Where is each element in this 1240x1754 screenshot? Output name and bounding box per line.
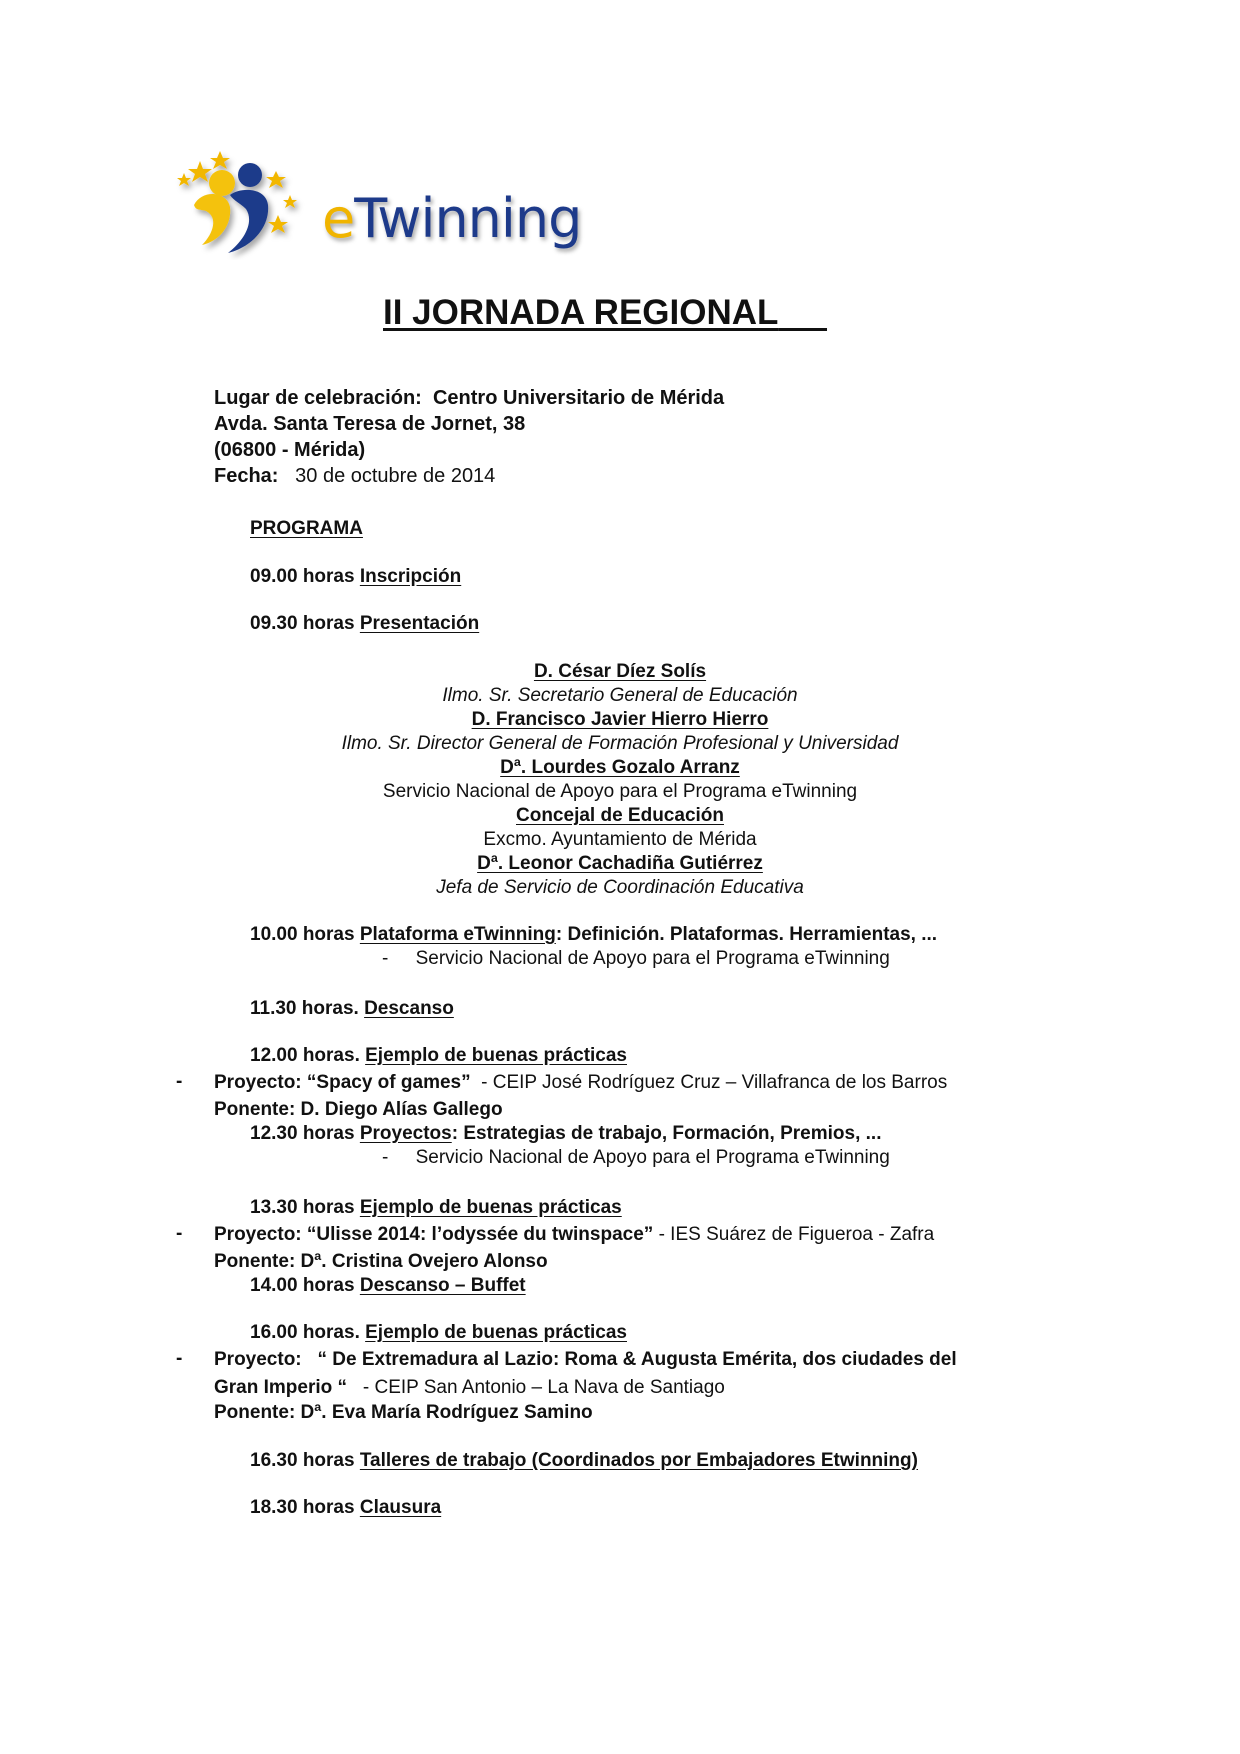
project-title: “Ulisse 2014: l’odyssée du twinspace”: [306, 1224, 654, 1245]
item-label: Clausura: [359, 1497, 442, 1518]
item-label: Proyectos: [359, 1123, 452, 1144]
venue-address: Avda. Santa Teresa de Jornet, 38: [214, 413, 526, 435]
speaker-name: Concejal de Educación: [516, 805, 724, 826]
speaker-role: Jefa de Servicio de Coordinación Educativa: [436, 877, 804, 898]
venue-place-value: Centro Universitario de Mérida: [432, 387, 725, 409]
project-rest: - IES Suárez de Figueroa - Zafra: [658, 1224, 935, 1245]
item-1000-sub: [382, 948, 890, 970]
item-time: 16.30 horas: [250, 1450, 355, 1471]
project-rest: - CEIP José Rodríguez Cruz – Villafranca de los Barros: [481, 1072, 948, 1093]
item-0930: [250, 613, 479, 635]
item-1130: [250, 998, 454, 1020]
item-label: Descanso: [364, 998, 454, 1019]
speaker-name: D. César Díez Solís: [533, 661, 707, 682]
bullet-dash: -: [176, 1223, 183, 1244]
item-1400: [250, 1275, 526, 1297]
venue-postal: (06800 - Mérida): [214, 439, 366, 461]
item-label: Ejemplo de buenas prácticas: [365, 1045, 627, 1066]
project-title-cont: Gran Imperio “: [214, 1377, 348, 1398]
etwinning-star-figures-icon: [172, 145, 312, 260]
project-label: Proyecto:: [214, 1349, 302, 1370]
dash: -: [382, 1147, 389, 1168]
project-label: Proyecto:: [214, 1072, 302, 1093]
project-speaker: Ponente: D. Diego Alías Gallego: [214, 1099, 503, 1120]
project-speaker: Ponente: Dª. Eva María Rodríguez Samino: [214, 1402, 593, 1423]
project-line: [214, 1224, 934, 1246]
item-label: Ejemplo de buenas prácticas: [359, 1197, 622, 1218]
item-1630: [250, 1450, 918, 1472]
item-1830: [250, 1497, 441, 1519]
item-1330: [250, 1197, 622, 1219]
item-label: Talleres de trabajo (Coordinados por Embajadores Etwinning): [359, 1450, 918, 1471]
item-rest: : Definición. Plataformas. Herramientas, ...: [555, 924, 938, 945]
venue-place: [214, 387, 724, 410]
item-0900: [250, 566, 461, 588]
logo-e-letter: e: [322, 187, 355, 250]
speaker-role: Excmo. Ayuntamiento de Mérida: [483, 829, 757, 850]
project-title: “ De Extremadura al Lazio: Roma & Augusta Emérita, dos ciudades del: [317, 1349, 957, 1370]
venue-date: [214, 465, 495, 488]
item-time: 18.30 horas: [250, 1497, 355, 1518]
item-time: 12.00 horas.: [250, 1045, 360, 1066]
item-rest: : Estrategias de trabajo, Formación, Premios, ...: [451, 1123, 882, 1144]
item-time: 12.30 horas: [250, 1123, 355, 1144]
project-line: [214, 1349, 957, 1371]
item-1600: [250, 1322, 627, 1344]
sub-text: Servicio Nacional de Apoyo para el Programa eTwinning: [415, 948, 890, 969]
project-rest: - CEIP San Antonio – La Nava de Santiago: [362, 1377, 725, 1398]
page-title: II JORNADA REGIONAL: [383, 293, 779, 332]
project-line-2: [214, 1377, 725, 1399]
item-time: 14.00 horas: [250, 1275, 355, 1296]
item-label: Plataforma eTwinning: [359, 924, 556, 945]
item-label: Descanso – Buffet: [359, 1275, 526, 1296]
project-label: Proyecto:: [214, 1224, 302, 1245]
speaker-role: Ilmo. Sr. Director General de Formación Profesional y Universidad: [341, 733, 899, 754]
item-time: 10.00 horas: [250, 924, 355, 945]
project-line: [214, 1072, 947, 1094]
date-value: 30 de octubre de 2014: [295, 465, 496, 487]
item-time: 16.00 horas.: [250, 1322, 360, 1343]
speaker-name: Dª. Lourdes Gozalo Arranz: [500, 757, 740, 778]
logo-rest: Twinning: [354, 187, 582, 250]
sub-text: Servicio Nacional de Apoyo para el Programa eTwinning: [415, 1147, 890, 1168]
date-label: Fecha:: [214, 465, 279, 487]
speaker-name: Dª. Leonor Cachadiña Gutiérrez: [477, 853, 763, 874]
bullet-dash: -: [176, 1071, 183, 1092]
program-heading: PROGRAMA: [250, 518, 363, 539]
item-1230: [250, 1123, 881, 1145]
item-time: 11.30 horas.: [250, 998, 359, 1019]
item-time: 09.00 horas: [250, 566, 355, 587]
item-1000: [250, 924, 937, 946]
item-label: Ejemplo de buenas prácticas: [365, 1322, 627, 1343]
speaker-role: Servicio Nacional de Apoyo para el Programa eTwinning: [382, 781, 858, 802]
project-speaker: Ponente: Dª. Cristina Ovejero Alonso: [214, 1251, 548, 1272]
venue-place-label: Lugar de celebración:: [214, 387, 422, 409]
etwinning-wordmark: [322, 187, 581, 250]
speaker-role: Ilmo. Sr. Secretario General de Educación: [442, 685, 798, 706]
item-1200: [250, 1045, 627, 1067]
item-1230-sub: [382, 1147, 890, 1169]
speaker-name: D. Francisco Javier Hierro Hierro: [471, 709, 769, 730]
item-time: 13.30 horas: [250, 1197, 355, 1218]
item-label: Inscripción: [359, 566, 462, 587]
item-time: 09.30 horas: [250, 613, 355, 634]
bullet-dash: -: [176, 1348, 183, 1369]
dash: -: [382, 948, 389, 969]
project-title: “Spacy of games”: [306, 1072, 471, 1093]
item-label: Presentación: [359, 613, 480, 634]
